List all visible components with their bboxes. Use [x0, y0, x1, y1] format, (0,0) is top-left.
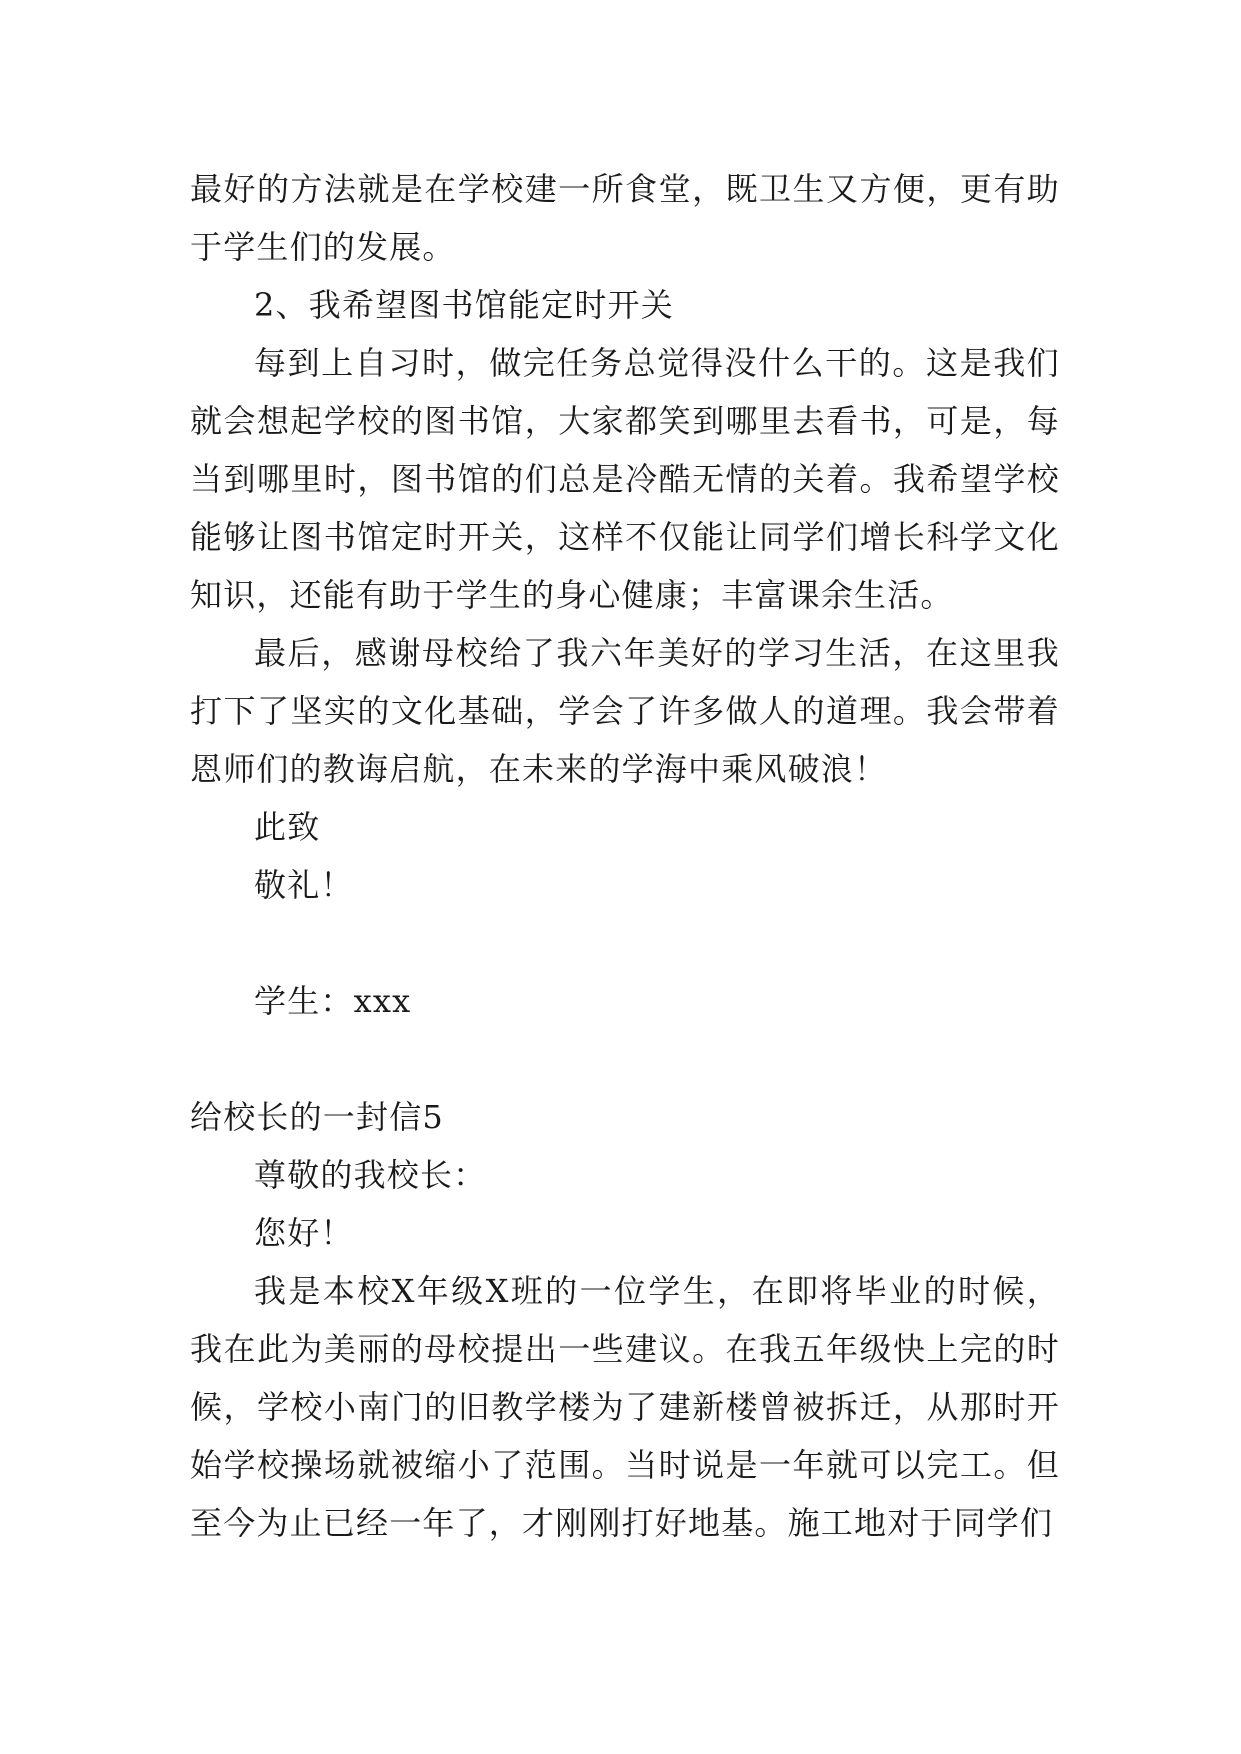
letter-hello: 您好！: [254, 1214, 354, 1252]
signature: 学生：xxx: [254, 982, 412, 1020]
closing-regards: 敬礼！: [254, 866, 354, 904]
closing-salutation: 此致: [254, 808, 321, 846]
document-body: [190, 160, 1060, 1552]
letter-title: 给校长的一封信5: [190, 1098, 444, 1136]
paragraph-thanks: 最后，感谢母校给了我六年美好的学习生活，在这里我打下了坚实的文化基础，学会了许多做人的道理。我会带着恩师们的教诲启航，在未来的学海中乘风破浪！: [190, 634, 1060, 788]
paragraph-construction: 我是本校X年级X班的一位学生，在即将毕业的时候，我在此为美丽的母校提出一些建议。在我五年级快上完的时候，学校小南门的旧教学楼为了建新楼曾被拆迁，从那时开始学校操场就被缩小了范围。当时说是一年就可以完工。但至今为止已经一年了，才刚刚打好地基。施工地对于同学们: [190, 1272, 1060, 1542]
paragraph-canteen-conclusion: 最好的方法就是在学校建一所食堂，既卫生又方便，更有助于学生们的发展。: [190, 170, 1060, 266]
spacer: [190, 1030, 1060, 1088]
spacer: [190, 914, 1060, 972]
paragraph-library: 每到上自习时，做完任务总觉得没什么干的。这是我们就会想起学校的图书馆，大家都笑到哪里去看书，可是，每当到哪里时，图书馆的们总是冷酷无情的关着。我希望学校能够让图书馆定时开关，这样不仅能让同学们增长科学文化知识，还能有助于学生的身心健康；丰富课余生活。: [190, 344, 1060, 614]
letter-greeting: 尊敬的我校长：: [254, 1156, 487, 1194]
subheading-library: 2、我希望图书馆能定时开关: [254, 286, 674, 324]
